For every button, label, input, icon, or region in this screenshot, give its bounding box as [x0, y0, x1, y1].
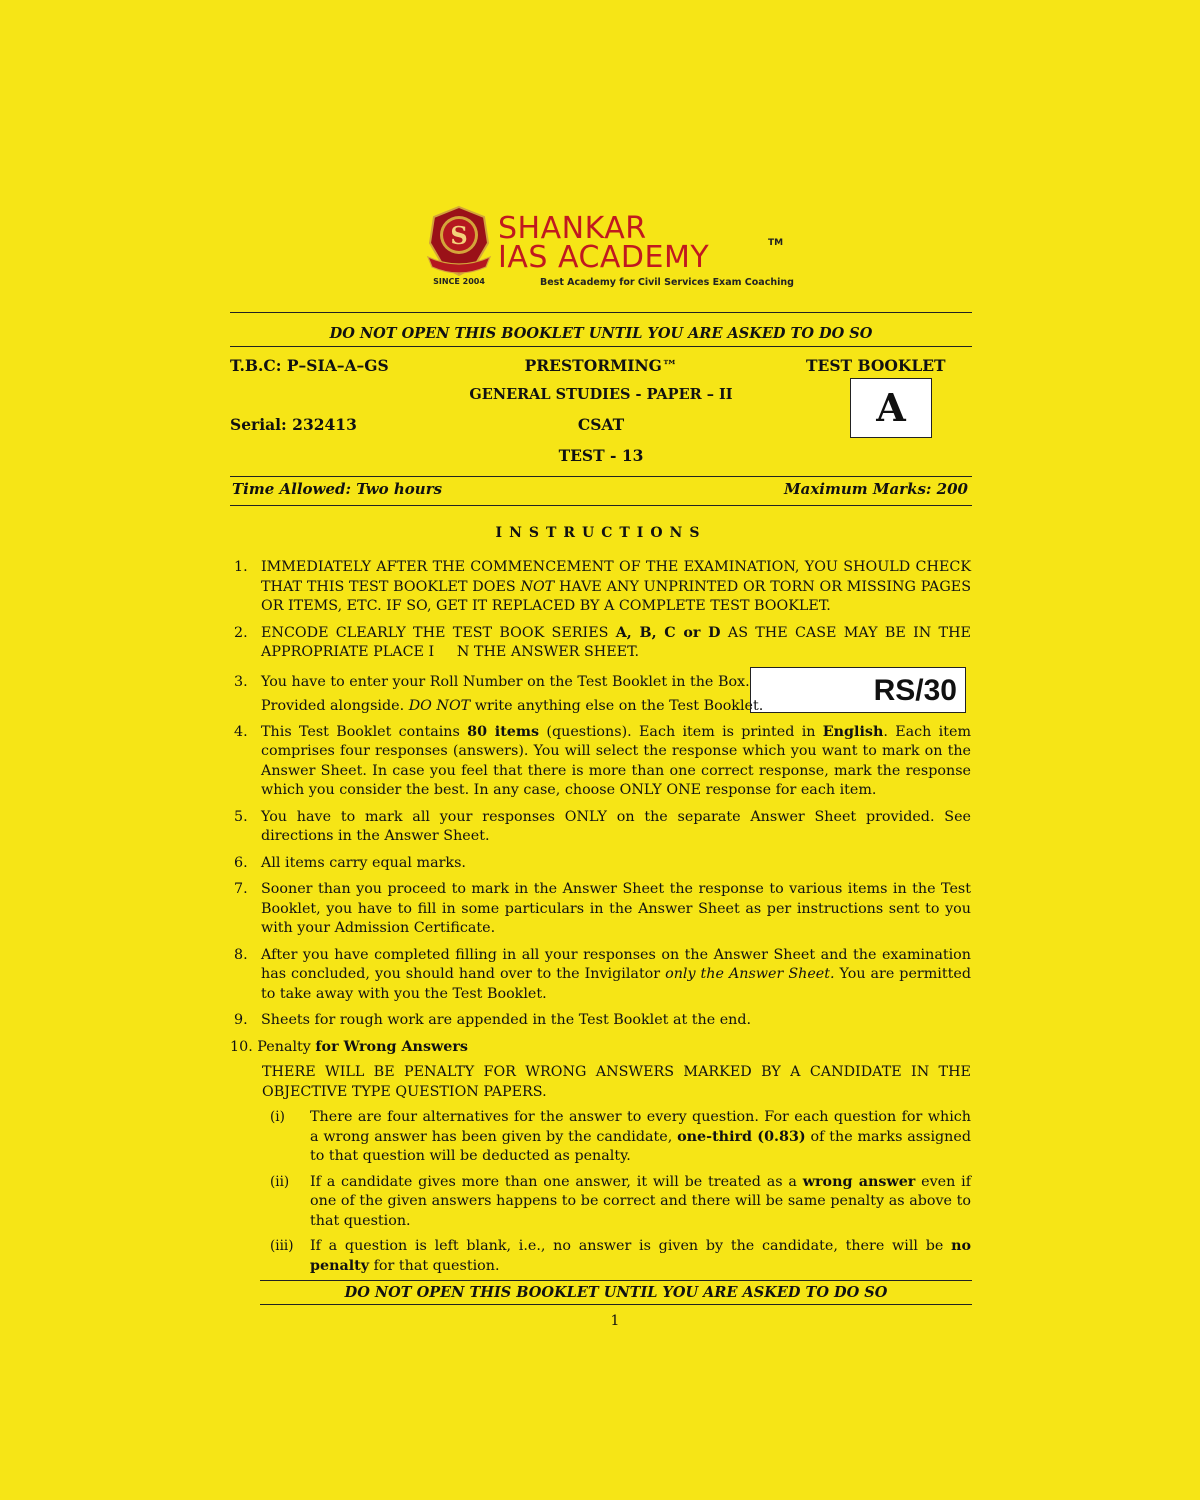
item-text: AS THE CASE MAY BE IN THE APPROPRIATE PLACE I N THE ANSWER SHEET. [261, 624, 976, 660]
item-text-emphasis: NOT [520, 578, 555, 595]
divider [260, 1280, 972, 1281]
list-item [230, 808, 971, 847]
series-name: PRESTORMING™ [524, 356, 678, 375]
bottom-warning: DO NOT OPEN THIS BOOKLET UNTIL YOU ARE ASKED TO DO SO [344, 1284, 888, 1301]
divider [230, 505, 972, 506]
item-text: There are four alternatives for the answer to every question. For each question for which a wrong answer has been given by the candidate, [310, 1109, 971, 1145]
subject-title: CSAT [577, 415, 625, 434]
logo-tagline: Best Academy for Civil Services Exam Coaching [540, 277, 794, 288]
item-text: for that question. [369, 1257, 500, 1274]
logo-since: SINCE 2004 [433, 277, 485, 286]
divider [260, 1304, 972, 1305]
sub-item-number: (i) [270, 1109, 285, 1125]
item-text-emphasis: DO NOT [408, 697, 471, 714]
item-text: (questions). Each item is printed in [539, 723, 823, 740]
item-text: You have to enter your Roll Number on the Test Booklet in the Box. [261, 673, 750, 690]
sub-item-number: (ii) [270, 1173, 290, 1190]
sub-item [270, 1173, 971, 1232]
item-number: 3. [234, 673, 248, 690]
item-number: 4. [234, 723, 248, 740]
penalty-paragraph: THERE WILL BE PENALTY FOR WRONG ANSWERS MARKED BY A CANDIDATE IN THE OBJECTIVE TYPE QUESTION PAPERS. [262, 1064, 971, 1100]
item-text: Sheets for rough work are appended in the Test Booklet at the end. [261, 1012, 752, 1028]
item-text: of the marks assigned to that question will be deducted as penalty. [310, 1128, 971, 1164]
serial-number: Serial: 232413 [230, 415, 357, 434]
item-text-emphasis: only the Answer Sheet. [665, 966, 835, 982]
item-number: 8. [234, 946, 248, 963]
time-allowed: Time Allowed: Two hours [232, 480, 443, 498]
maximum-marks: Maximum Marks: 200 [784, 480, 968, 498]
item-text: even if one of the given answers happens to be correct and there will be same penalty as above to that question. [310, 1173, 971, 1229]
instructions-list [230, 558, 976, 1283]
item-text: If a candidate gives more than one answer, it will be treated as a [310, 1173, 803, 1190]
page-number: 1 [610, 1313, 620, 1329]
item-text-bold: for Wrong Answers [315, 1038, 468, 1055]
item-text: IMMEDIATELY AFTER THE COMMENCEMENT OF THE EXAMINATION, YOU SHOULD CHECK THAT THIS TEST BOOKLET DOES [261, 559, 971, 595]
item-text: You are permitted to take away with you the Test Booklet. [261, 966, 971, 1002]
item-number: 1. [234, 559, 248, 575]
seal-letter: S [450, 221, 468, 250]
item-text: You have to mark all your responses ONLY on the separate Answer Sheet provided. See directions in the Answer Sheet. [261, 808, 971, 844]
item-text: . Each item comprises four responses (answers). You will select the response which you want to mark on the Answer Sheet. In case you feel that there is more than one correct response, mark the response which you consider the best. In any case, choose ONLY ONE response for each item. [261, 723, 972, 798]
paper-title: GENERAL STUDIES - PAPER – II [469, 386, 733, 403]
item-number: 6. [234, 854, 248, 871]
academy-seal-icon [424, 205, 494, 285]
list-item [230, 723, 971, 801]
booklet-series-box: A [850, 378, 932, 438]
item-text-line [261, 694, 971, 718]
penalty-heading [230, 1038, 971, 1058]
list-item [230, 1038, 971, 1277]
divider [230, 346, 972, 347]
logo-trademark: TM [768, 238, 784, 248]
list-item [230, 880, 971, 939]
roll-number-box-text: RS/30 [873, 674, 957, 707]
item-number: 2. [234, 624, 248, 641]
item-text: If a question is left blank, i.e., no answer is given by the candidate, there will be [310, 1238, 952, 1254]
item-text-bold: A, B, C or D [615, 624, 721, 641]
item-text-bold: no penalty [310, 1238, 971, 1274]
list-item [230, 946, 971, 1005]
item-text-bold: wrong answer [802, 1173, 916, 1190]
item-text: ENCODE CLEARLY THE TEST BOOK SERIES [261, 624, 616, 641]
sub-item-number: (iii) [270, 1238, 294, 1254]
item-number: 7. [234, 881, 248, 897]
item-text-bold: English [822, 723, 884, 740]
item-text-bold: one-third (0.83) [677, 1128, 806, 1145]
item-number: 9. [234, 1012, 248, 1028]
logo-line-1: SHANKAR [498, 211, 647, 246]
top-warning: DO NOT OPEN THIS BOOKLET UNTIL YOU ARE ASKED TO DO SO [329, 325, 873, 342]
list-item [230, 624, 976, 663]
item-text: All items carry equal marks. [261, 854, 466, 871]
item-text: This Test Booklet contains [261, 723, 468, 740]
sub-item [270, 1237, 971, 1276]
divider [230, 476, 972, 477]
item-text: Penalty [257, 1038, 316, 1055]
list-item [230, 1011, 971, 1031]
item-text: Sooner than you proceed to mark in the Answer Sheet the response to various items in the Test Booklet, you have to fill in some particulars in the Answer Sheet as per instructions sent to you with your Admission Certificate. [261, 881, 971, 936]
test-number: TEST - 13 [558, 446, 644, 465]
item-number: 10. [230, 1038, 253, 1055]
list-item [230, 670, 971, 718]
list-item [230, 854, 971, 874]
list-item [230, 558, 971, 617]
item-text-bold: 80 items [467, 723, 540, 740]
logo-line-2: IAS ACADEMY [498, 240, 710, 275]
divider [230, 312, 972, 313]
item-text: write anything else on the Test Booklet. [470, 697, 764, 714]
item-text: After you have completed filling in all your responses on the Answer Sheet and the examination has concluded, you should hand over to the Invigilator [261, 946, 971, 982]
sub-item [270, 1108, 971, 1167]
academy-logo [420, 205, 800, 295]
item-number: 5. [234, 808, 248, 825]
item-text: Provided alongside. [261, 697, 409, 714]
test-booklet-label: TEST BOOKLET [806, 356, 946, 375]
instructions-title: INSTRUCTIONS [495, 525, 707, 541]
tbc-code: T.B.C: P–SIA–A–GS [230, 356, 389, 375]
item-text: HAVE ANY UNPRINTED OR TORN OR MISSING PAGES OR ITEMS, ETC. IF SO, GET IT REPLACED BY A COMPLETE TEST BOOKLET. [261, 578, 972, 614]
